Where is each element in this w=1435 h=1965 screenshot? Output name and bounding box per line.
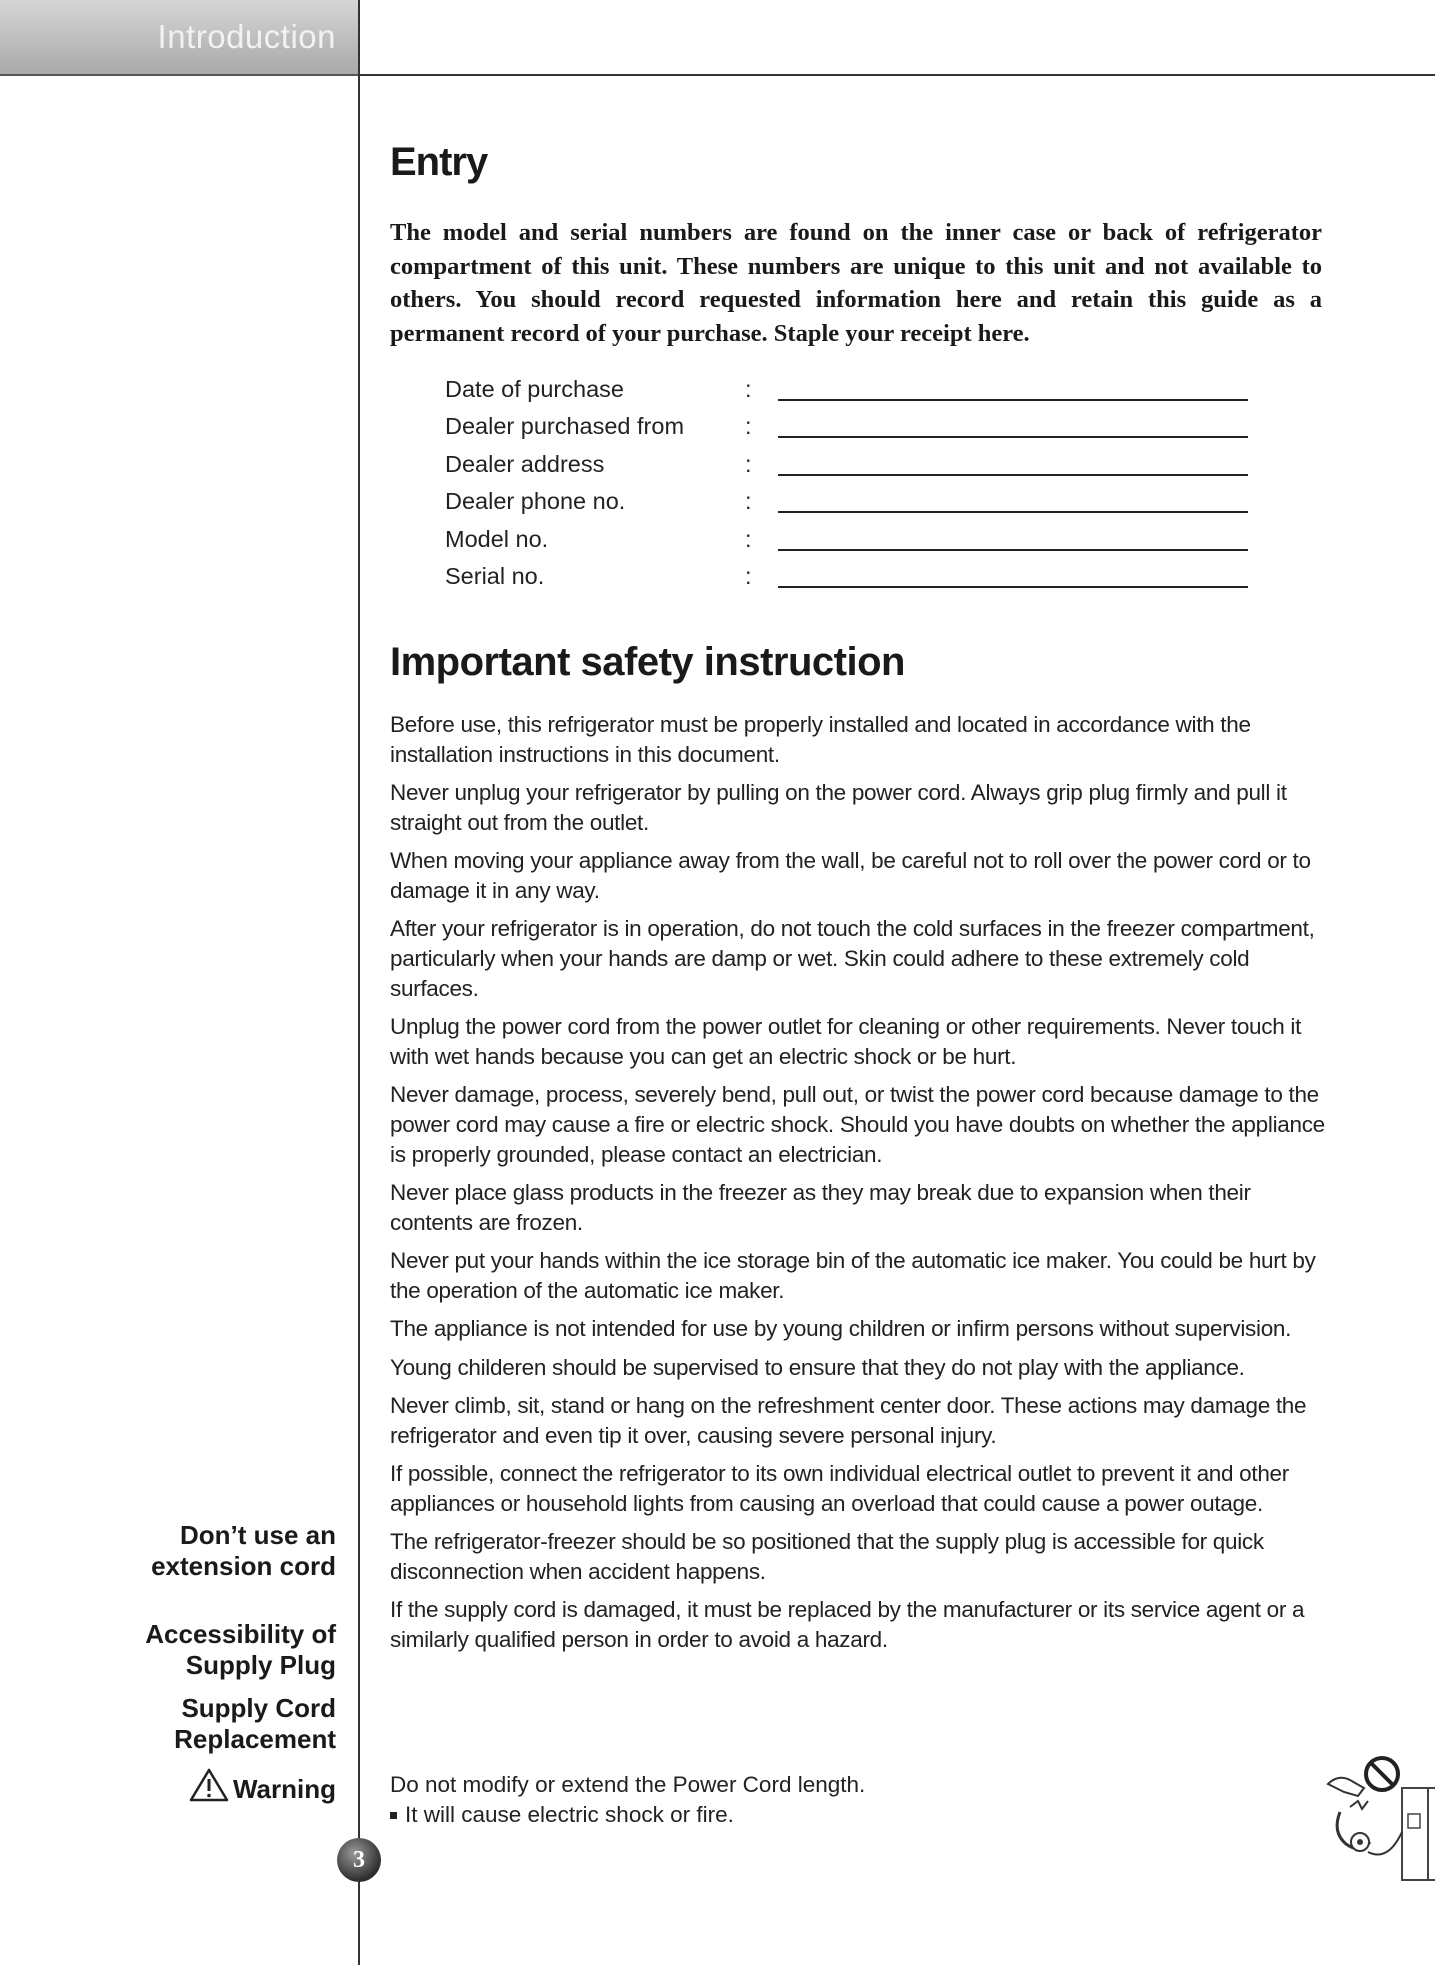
field-blank-line — [778, 549, 1248, 551]
field-blank-line — [778, 474, 1248, 476]
sidebar-label-line: Don’t use an — [179, 1520, 336, 1550]
field-label: Dealer purchased from — [445, 413, 685, 440]
safety-item: Young childeren should be supervised to ensure that they do not play with the appliance. — [390, 1354, 1245, 1380]
sidebar-label-accessibility — [30, 1619, 336, 1681]
sidebar-label-line: Replacement — [174, 1724, 336, 1754]
warning-text: Do not modify or extend the Power Cord length. — [390, 1772, 866, 1797]
warning-bullet-text: It will cause electric shock or fire. — [405, 1802, 734, 1827]
field-serial-no — [445, 561, 1305, 598]
margin-rule — [358, 0, 360, 1965]
sidebar-label-line: Supply Plug — [185, 1650, 336, 1680]
field-colon: : — [745, 450, 752, 477]
field-colon: : — [745, 525, 752, 552]
safety-item: Unplug the power cord from the power outlet for cleaning or other requirements. Never touch it with wet hands because you can get an electric shock or be hurt. — [390, 1014, 1302, 1069]
field-model-no — [445, 524, 1305, 561]
safety-item: When moving your appliance away from the wall, be careful not to roll over the power cord or to damage it in any way. — [390, 848, 1311, 903]
safety-item-accessibility: The refrigerator-freezer should be so positioned that the supply plug is accessible for quick disconnection when accident happens. — [390, 1529, 1264, 1584]
no-extension-cord-icon — [1320, 1752, 1435, 1882]
safety-item: After your refrigerator is in operation, do not touch the cold surfaces in the freezer compartment, particularly when your hands are damp or wet. Skin could adhere to these extremely cold surfaces. — [390, 916, 1315, 1001]
section-title: Introduction — [157, 18, 336, 55]
field-date-of-purchase — [445, 374, 1305, 411]
safety-item: Never damage, process, severely bend, pull out, or twist the power cord because damage to the power cord may cause a fire or electric shock. Should you have doubts on whether the appliance is properly grounded, please contact an electrician. — [390, 1082, 1325, 1167]
field-blank-line — [778, 511, 1248, 513]
safety-instructions — [390, 710, 1330, 1663]
safety-item-extension-cord: If possible, connect the refrigerator to its own individual electrical outlet to prevent it and other appliances or household lights from causing an overload that could cause a power outage. — [390, 1461, 1289, 1516]
entry-fields — [445, 374, 1305, 598]
warning-bullet-item — [390, 1800, 950, 1830]
safety-item: Never place glass products in the freezer as they may break due to expansion when their contents are frozen. — [390, 1180, 1251, 1235]
section-tab — [0, 0, 358, 76]
warning-triangle-icon — [189, 1768, 229, 1802]
sidebar-label-cord-replacement — [30, 1693, 336, 1755]
page-number-badge: 3 — [337, 1838, 381, 1882]
sidebar-label-line: Accessibility of — [145, 1619, 336, 1649]
entry-intro: The model and serial numbers are found on the inner case or back of refrigerator compartment of this unit. These numbers are unique to this unit and not available to others. You should record requested information here and retain this guide as a permanent record of your purchase. Staple your receipt here. — [390, 219, 1322, 347]
safety-item: Before use, this refrigerator must be properly installed and located in accordance with the installation instructions in this document. — [390, 712, 1251, 767]
bullet-icon — [390, 1812, 397, 1819]
field-blank-line — [778, 399, 1248, 401]
safety-item: Never unplug your refrigerator by pulling on the power cord. Always grip plug firmly and pull it straight out from the outlet. — [390, 780, 1287, 835]
safety-item: The appliance is not intended for use by young children or infirm persons without supervision. — [390, 1316, 1292, 1342]
field-colon: : — [745, 376, 752, 402]
sidebar-label-extension-cord — [30, 1520, 336, 1582]
sidebar-label-line: extension cord — [151, 1551, 336, 1581]
entry-heading: Entry — [390, 140, 488, 184]
sidebar-label-line: Supply Cord — [181, 1693, 336, 1723]
field-colon: : — [745, 488, 752, 515]
warning-block — [390, 1770, 950, 1830]
field-label: Model no. — [445, 525, 549, 552]
field-dealer-phone — [445, 486, 1305, 523]
field-label: Serial no. — [445, 562, 545, 589]
header-rule — [358, 74, 1435, 76]
field-label: Date of purchase — [445, 376, 624, 402]
safety-item: Never climb, sit, stand or hang on the refreshment center door. These actions may damage the refrigerator and even tip it over, causing severe personal injury. — [390, 1392, 1307, 1448]
field-dealer-address — [445, 449, 1305, 486]
safety-item-cord-replacement: If the supply cord is damaged, it must be replaced by the manufacturer or its service agent or a similarly qualified person in order to avoid a hazard. — [390, 1597, 1305, 1653]
field-blank-line — [778, 436, 1248, 438]
field-label: Dealer phone no. — [445, 488, 626, 515]
field-label: Dealer address — [445, 450, 605, 477]
warning-label: Warning — [232, 1774, 336, 1804]
safety-item: Never put your hands within the ice storage bin of the automatic ice maker. You could be hurt by the operation of the automatic ice maker. — [390, 1248, 1316, 1304]
field-colon: : — [745, 413, 752, 440]
field-blank-line — [778, 586, 1248, 588]
field-colon: : — [745, 562, 752, 589]
sidebar-label-warning — [30, 1768, 336, 1805]
field-dealer-purchased-from — [445, 411, 1305, 448]
safety-heading: Important safety instruction — [390, 640, 905, 684]
